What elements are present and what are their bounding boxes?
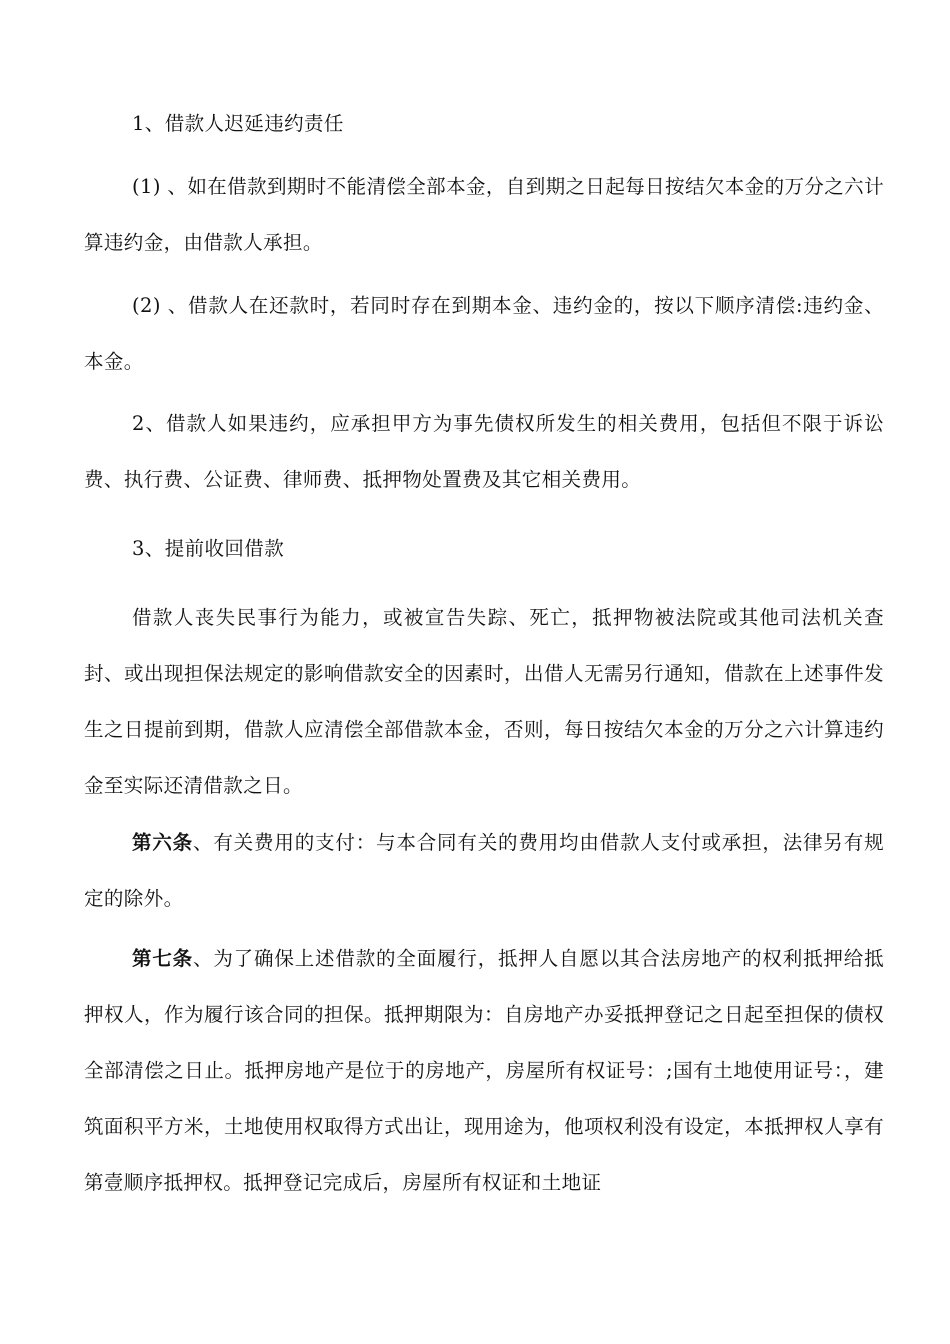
- article-label: 第六条: [132, 831, 194, 854]
- paragraph-text: (1) 、如在借款到期时不能清偿全部本金，自到期之日起每日按结欠本金的万分之六计算违约金，由借款人承担。: [84, 175, 884, 254]
- clause-related-costs: [84, 396, 884, 508]
- clause-item-1: [84, 159, 884, 271]
- paragraph-text: 、有关费用的支付：与本合同有关的费用均由借款人支付或承担，法律另有规定的除外。: [84, 831, 884, 910]
- paragraph-text: (2) 、借款人在还款时，若同时存在到期本金、违约金的，按以下顺序清偿:违约金、本金。: [84, 294, 884, 373]
- article-label: 第七条: [132, 947, 194, 970]
- article-six: [84, 815, 884, 927]
- paragraph-text: 、为了确保上述借款的全面履行，抵押人自愿以其合法房地产的权利抵押给抵押权人，作为履行该合同的担保。抵押期限为：自房地产办妥抵押登记之日起至担保的债权全部清偿之日止。抵押房地产是位于的房地产，房屋所有权证号：;国有土地使用证号：，建筑面积平方米，土地使用权取得方式出让，现用途为，他项权利没有设定，本抵押权人享有第壹顺序抵押权。抵押登记完成后，房屋所有权证和土地证: [84, 947, 884, 1194]
- paragraph-text: 2、借款人如果违约，应承担甲方为事先债权所发生的相关费用，包括但不限于诉讼费、执行费、公证费、律师费、抵押物处置费及其它相关费用。: [84, 412, 884, 491]
- paragraph-text: 3、提前收回借款: [132, 537, 285, 560]
- paragraph-text: 1、借款人迟延违约责任: [132, 112, 344, 135]
- section-heading-delay-liability: [84, 96, 884, 152]
- section-heading-early-recall: [84, 521, 884, 577]
- paragraph-text: 借款人丧失民事行为能力，或被宣告失踪、死亡，抵押物被法院或其他司法机关查封、或出现担保法规定的影响借款安全的因素时，出借人无需另行通知，借款在上述事件发生之日提前到期，借款人应清偿全部借款本金，否则，每日按结欠本金的万分之六计算违约金至实际还清借款之日。: [84, 606, 884, 797]
- article-seven: [84, 931, 884, 1211]
- paragraph-early-recall: [84, 590, 884, 814]
- clause-item-2: [84, 278, 884, 390]
